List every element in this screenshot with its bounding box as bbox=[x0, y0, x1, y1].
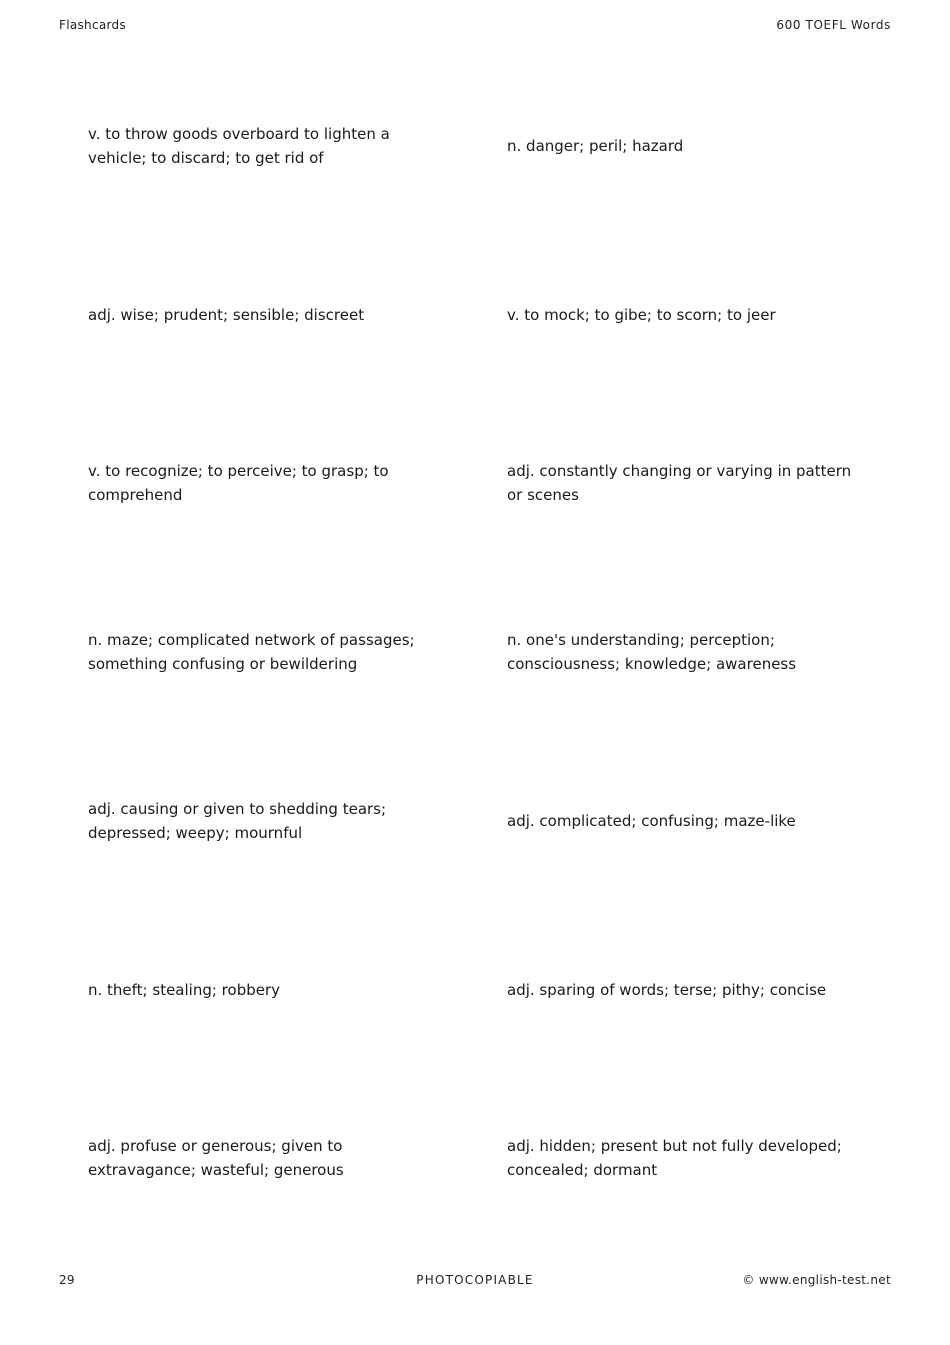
definition-text: n. theft; stealing; robbery bbox=[88, 981, 281, 999]
flashcard-right bbox=[507, 797, 857, 845]
flashcard-left bbox=[88, 459, 438, 507]
flashcard-right bbox=[507, 1134, 857, 1182]
flashcard-left bbox=[88, 1134, 438, 1182]
page-number: 29 bbox=[59, 1273, 75, 1287]
definition-text: adj. hidden; present but not fully developed; concealed; dormant bbox=[507, 1137, 842, 1179]
definition-text: v. to mock; to gibe; to scorn; to jeer bbox=[507, 306, 776, 324]
definition-text: adj. constantly changing or varying in pattern or scenes bbox=[507, 462, 852, 504]
flashcard-right bbox=[507, 459, 857, 507]
definition-text: adj. complicated; confusing; maze-like bbox=[507, 812, 796, 830]
flashcard-right bbox=[507, 122, 857, 170]
definition-text: adj. causing or given to shedding tears; depressed; weepy; mournful bbox=[88, 800, 387, 842]
photocopiable-label: PHOTOCOPIABLE bbox=[416, 1273, 534, 1287]
flashcard-right bbox=[507, 291, 857, 339]
definition-text: adj. sparing of words; terse; pithy; concise bbox=[507, 981, 827, 999]
flashcard-left bbox=[88, 122, 438, 170]
definition-text: adj. profuse or generous; given to extravagance; wasteful; generous bbox=[88, 1137, 344, 1179]
definition-text: n. danger; peril; hazard bbox=[507, 137, 684, 155]
copyright-notice: © www.english-test.net bbox=[742, 1273, 891, 1287]
header-book-title: 600 TOEFL Words bbox=[776, 18, 891, 32]
flashcard-left bbox=[88, 966, 438, 1014]
header-title: Flashcards bbox=[59, 18, 126, 32]
flashcard-left bbox=[88, 797, 438, 845]
flashcard-right bbox=[507, 966, 857, 1014]
definition-text: adj. wise; prudent; sensible; discreet bbox=[88, 306, 365, 324]
definition-text: n. maze; complicated network of passages; something confusing or bewildering bbox=[88, 631, 415, 673]
definition-text: v. to throw goods overboard to lighten a vehicle; to discard; to get rid of bbox=[88, 125, 390, 167]
definition-text: n. one's understanding; perception; consciousness; knowledge; awareness bbox=[507, 631, 797, 673]
flashcard-left bbox=[88, 291, 438, 339]
flashcard-right bbox=[507, 628, 857, 676]
definition-text: v. to recognize; to perceive; to grasp; to comprehend bbox=[88, 462, 389, 504]
flashcard-left bbox=[88, 628, 438, 676]
